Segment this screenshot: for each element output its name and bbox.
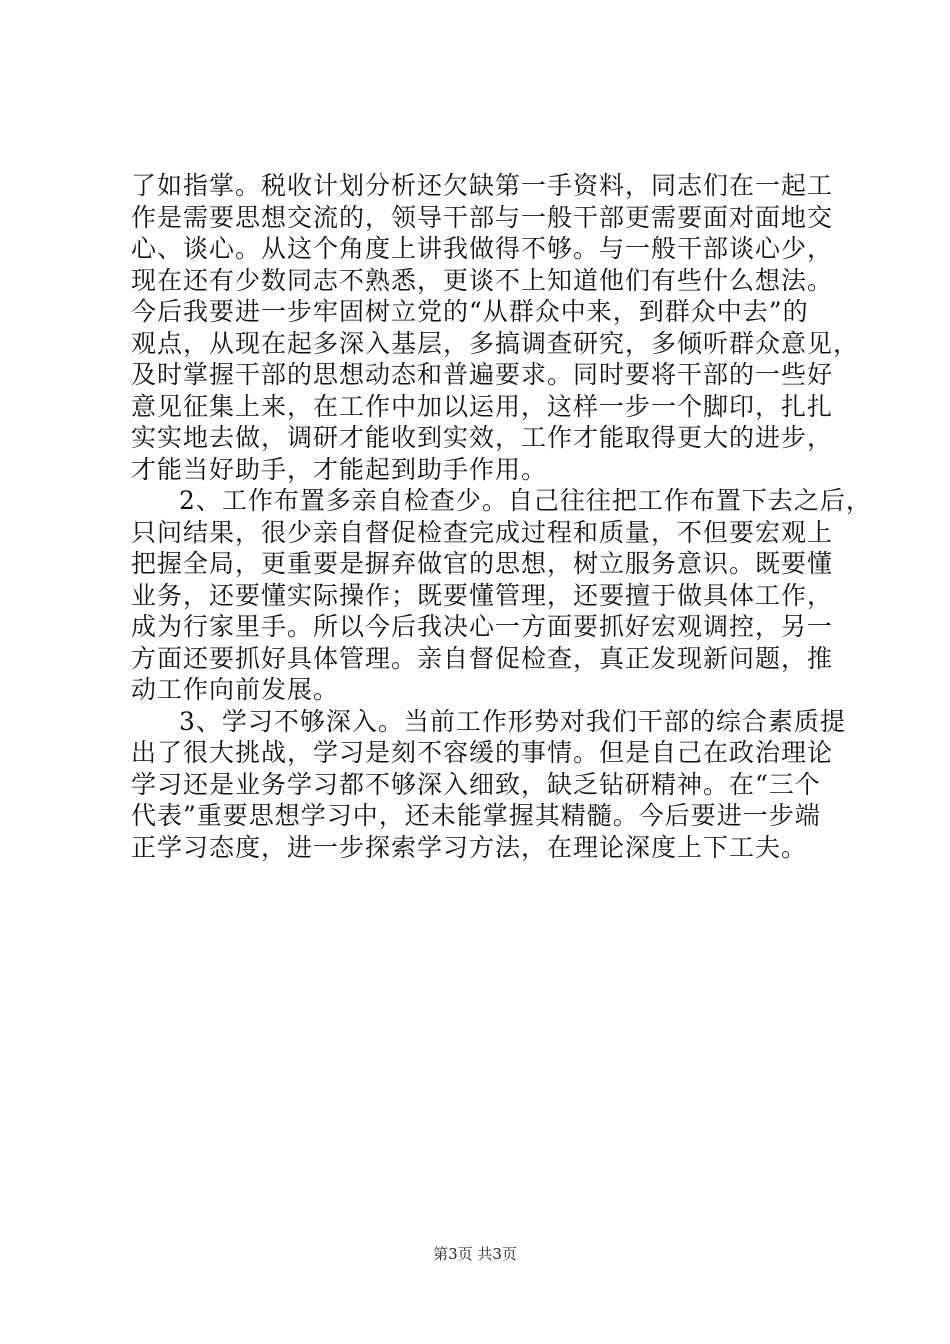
- text-line: 出了很大挑战，学习是刻不容缓的事情。但是自己在政治理论: [131, 738, 834, 767]
- text-line: 成为行家里手。所以今后我决心一方面要抓好宏观调控，另一: [131, 612, 834, 641]
- page-number-footer: 第3页 共3页: [433, 1245, 517, 1263]
- text-line: 心、谈心。从这个角度上讲我做得不够。与一般干部谈心少，: [131, 234, 834, 263]
- text-line: 观点，从现在起多深入基层，多搞调查研究，多倾听群众意见，: [131, 328, 860, 358]
- text-line: 代表”重要思想学习中，还未能掌握其精髓。今后要进一步端: [131, 801, 821, 830]
- paragraph-3-first-line: 3、学习不够深入。当前工作形势对我们干部的综合素质提: [179, 706, 846, 736]
- text-line: 了如指掌。税收计划分析还欠缺第一手资料，同志们在一起工: [131, 171, 834, 200]
- text-line: 现在还有少数同志不熟悉，更谈不上知道他们有些什么想法。: [131, 265, 834, 295]
- text-line: 才能当好助手，才能起到助手作用。: [131, 454, 548, 484]
- text-line: 意见征集上来，在工作中加以运用，这样一步一个脚印，扎扎: [131, 391, 834, 421]
- text-line: 正学习态度，进一步探索学习方法，在理论深度上下工夫。: [131, 832, 808, 862]
- document-body: [131, 170, 872, 863]
- text-line: 只问结果，很少亲自督促检查完成过程和质量，不但要宏观上: [131, 517, 834, 547]
- text-line: 及时掌握干部的思想动态和普遍要求。同时要将干部的一些好: [131, 360, 834, 389]
- text-line: 实实地去做，调研才能收到实效，工作才能取得更大的进步，: [131, 423, 834, 452]
- text-line: 作是需要思想交流的，领导干部与一般干部更需要面对面地交: [131, 202, 834, 232]
- text-line: 业务，还要懂实际操作；既要懂管理，还要擅于做具体工作，: [131, 580, 834, 610]
- text-line: 动工作向前发展。: [131, 675, 340, 704]
- text-line: 今后我要进一步牢固树立党的“从群众中来，到群众中去”的: [131, 297, 809, 326]
- text-line: 学习还是业务学习都不够深入细致，缺乏钻研精神。在“三个: [131, 769, 821, 799]
- text-line: 把握全局，更重要是摒弃做官的思想，树立服务意识。既要懂: [131, 549, 834, 578]
- paragraph-2-first-line: 2、工作布置多亲自检查少。自己往往把工作布置下去之后，: [179, 486, 872, 515]
- text-line: 方面还要抓好具体管理。亲自督促检查，真正发现新问题，推: [131, 643, 834, 673]
